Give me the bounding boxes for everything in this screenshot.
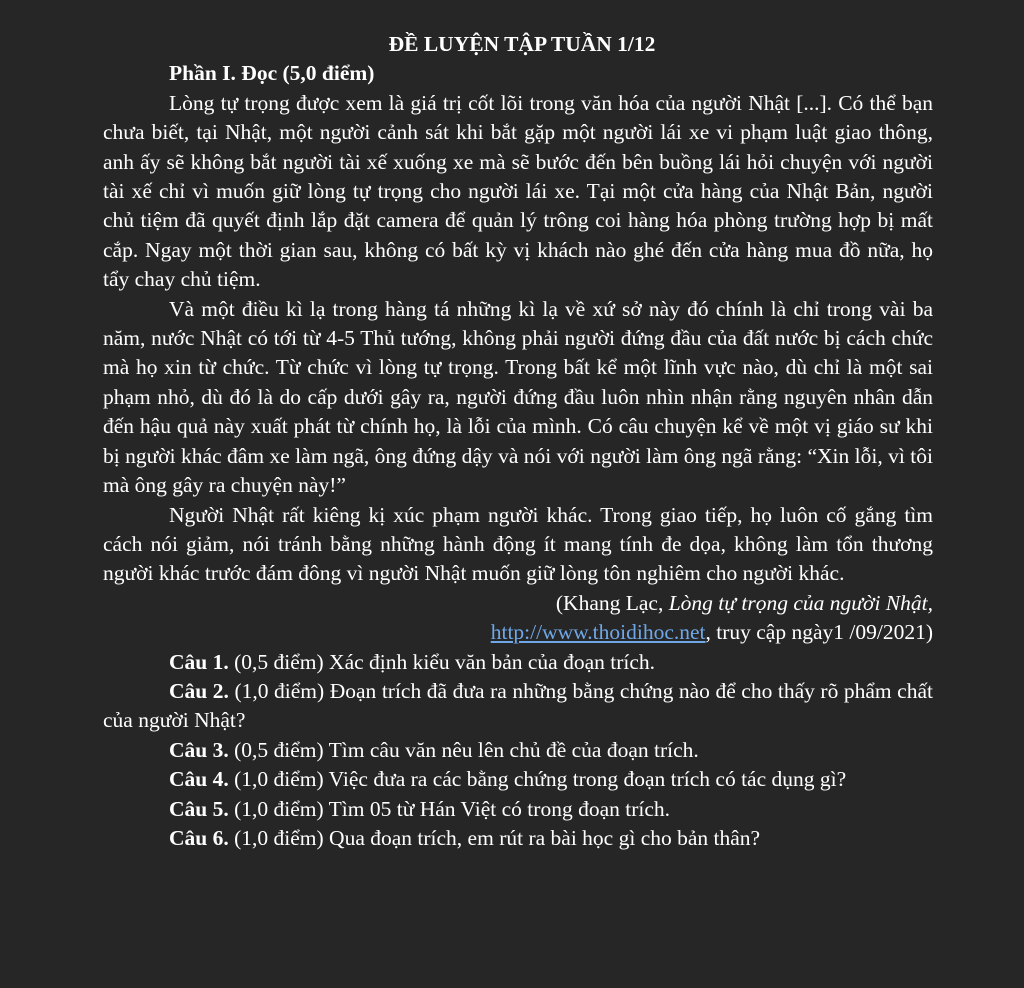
question-5 [103, 795, 933, 824]
question-2 [103, 677, 933, 736]
question-text: (0,5 điểm) Xác định kiểu văn bản của đoạn trích. [228, 649, 656, 674]
section-heading: Phần I. Đọc (5,0 điểm) [169, 61, 375, 86]
document-title: ĐỀ LUYỆN TẬP TUẦN 1/12 [388, 32, 656, 56]
document-page [103, 30, 933, 853]
question-3 [103, 736, 933, 765]
question-text: (1,0 điểm) Đoạn trích đã đưa ra những bằng chứng nào để cho thấy rõ phẩm chất của người Nhật? [103, 678, 933, 733]
question-4 [103, 765, 933, 794]
source-prefix: (Khang Lạc, [555, 590, 669, 615]
question-label: Câu 6. [169, 825, 229, 850]
paragraph-1: Lòng tự trọng được xem là giá trị cốt lõi trong văn hóa của người Nhật [...]. Có thể bạn chưa biết, tại Nhật, một người cảnh sát khi bắt gặp một người lái xe vi phạm luật giao thông, anh ấy sẽ không bắt người tài xế xuống xe mà sẽ bước đến bên buồng lái hỏi chuyện với người tài xế chỉ vì muốn giữ lòng tự trọng cho người lái xe. Tại một cửa hàng của Nhật Bản, người chủ tiệm đã quyết định lắp đặt camera để quản lý trông coi hàng hóa phòng trường hợp bị mất cắp. Ngay một thời gian sau, không có bất kỳ vị khách nào ghé đến cửa hàng mua đồ nữa, họ tẩy chay chủ tiệm. [103, 90, 933, 292]
question-label: Câu 4. [169, 767, 229, 792]
question-label: Câu 3. [169, 737, 229, 762]
question-text: (0,5 điểm) Tìm câu văn nêu lên chủ đề của đoạn trích. [228, 737, 699, 762]
question-label: Câu 1. [169, 649, 229, 674]
question-text: (1,0 điểm) Việc đưa ra các bằng chứng trong đoạn trích có tác dụng gì? [228, 767, 847, 792]
question-1 [103, 648, 933, 677]
question-text: (1,0 điểm) Tìm 05 từ Hán Việt có trong đoạn trích. [228, 796, 671, 821]
source-link[interactable]: http://www.thoidihoc.net [490, 620, 706, 645]
source-citation [103, 589, 933, 648]
source-suffix: , truy cập ngày1 /09/2021) [705, 620, 933, 645]
question-text: (1,0 điểm) Qua đoạn trích, em rút ra bài học gì cho bản thân? [228, 825, 761, 850]
source-work-title: Lòng tự trọng của người Nhật, [668, 590, 933, 615]
question-6 [103, 824, 933, 853]
paragraph-3: Người Nhật rất kiêng kị xúc phạm người khác. Trong giao tiếp, họ luôn cố gắng tìm cách nói giảm, nói tránh bằng những hành động ít mang tính đe dọa, không làm tổn thương người khác trước đám đông vì người Nhật muốn giữ lòng tôn nghiêm cho người khác. [103, 502, 933, 586]
question-label: Câu 5. [169, 796, 229, 821]
paragraph-2: Và một điều kì lạ trong hàng tá những kì lạ về xứ sở này đó chính là chỉ trong vài ba năm, nước Nhật có tới từ 4-5 Thủ tướng, không phải người đứng đầu của đất nước bị cách chức mà họ xin từ chức. Từ chức vì lòng tự trọng. Trong bất kể một lĩnh vực nào, dù chỉ là một sai phạm nhỏ, dù đó là do cấp dưới gây ra, người đứng đầu luôn nhìn nhận rằng nguyên nhân dẫn đến hậu quả này xuất phát từ chính họ, là lỗi của mình. Có câu chuyện kể về một vị giáo sư khi bị người khác đâm xe làm ngã, ông đứng dậy và nói với người làm ông ngã rằng: “Xin lỗi, vì tôi mà ông gây ra chuyện này!” [103, 296, 933, 498]
question-label: Câu 2. [169, 678, 229, 703]
